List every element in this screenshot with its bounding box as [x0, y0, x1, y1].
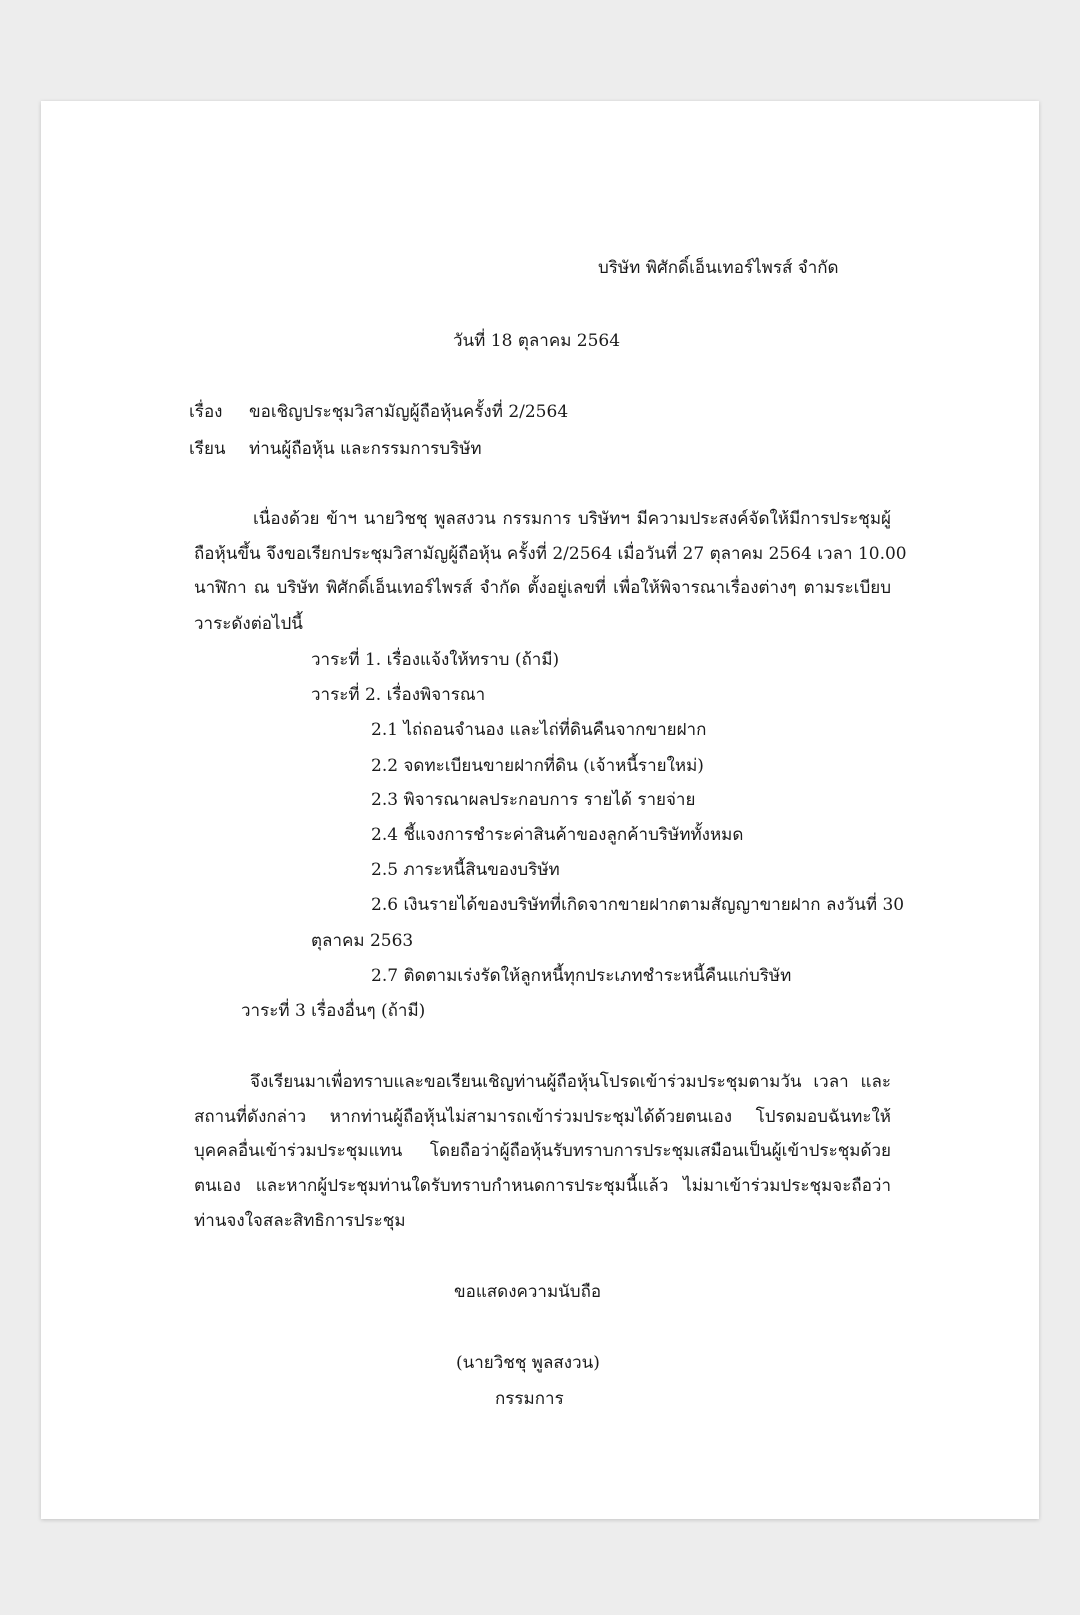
agenda-sub-2-3: 2.3 พิจารณาผลประกอบการ รายได้ รายจ่าย: [371, 790, 696, 810]
agenda-sub-2-5: 2.5 ภาระหนี้สินของบริษัท: [371, 860, 560, 880]
intro-line-4: วาระดังต่อไปนี้: [194, 614, 303, 634]
letter-date: วันที่ 18 ตุลาคม 2564: [453, 331, 621, 351]
intro-line-3: นาฬิกา ณ บริษัท พิศักดิ์เอ็นเทอร์ไพรส์ จำกัด ตั้งอยู่เลขที่ เพื่อให้พิจารณาเรื่องต่างๆ ตามระเบียบ: [194, 578, 891, 598]
letter-page: [41, 101, 1039, 1519]
closing-line-4: ตนเอง และหากผู้ประชุมท่านใดรับทราบกำหนดการประชุมนี้แล้ว ไม่มาเข้าร่วมประชุมจะถือว่า: [194, 1176, 891, 1196]
signer-title: กรรมการ: [495, 1389, 564, 1409]
subject-label: เรื่อง: [189, 402, 223, 422]
recipient-label: เรียน: [189, 439, 226, 459]
agenda-sub-2-7: 2.7 ติดตามเร่งรัดให้ลูกหนี้ทุกประเภทชำระหนี้คืนแก่บริษัท: [371, 966, 792, 986]
agenda-item-1: วาระที่ 1. เรื่องแจ้งให้ทราบ (ถ้ามี): [311, 650, 560, 670]
company-name: บริษัท พิศักดิ์เอ็นเทอร์ไพรส์ จำกัด: [598, 258, 839, 278]
agenda-item-2: วาระที่ 2. เรื่องพิจารณา: [311, 685, 486, 705]
closing-line-3: บุคคลอื่นเข้าร่วมประชุมแทน โดยถือว่าผู้ถือหุ้นรับทราบการประชุมเสมือนเป็นผู้เข้าประชุมด้วย: [194, 1141, 891, 1161]
recipient-line: [189, 441, 482, 458]
recipient-text: ท่านผู้ถือหุ้น และกรรมการบริษัท: [249, 439, 482, 459]
agenda-sub-2-6: 2.6 เงินรายได้ของบริษัทที่เกิดจากขายฝากตามสัญญาขายฝาก ลงวันที่ 30: [371, 895, 905, 915]
agenda-sub-2-4: 2.4 ชี้แจงการชำระค่าสินค้าของลูกค้าบริษัททั้งหมด: [371, 825, 744, 845]
subject-text: ขอเชิญประชุมวิสามัญผู้ถือหุ้นครั้งที่ 2/2564: [249, 402, 569, 422]
closing-line-2: สถานที่ดังกล่าว หากท่านผู้ถือหุ้นไม่สามารถเข้าร่วมประชุมได้ด้วยตนเอง โปรดมอบฉันทะให้: [194, 1107, 891, 1127]
agenda-item-3: วาระที่ 3 เรื่องอื่นๆ (ถ้ามี): [241, 1001, 426, 1021]
intro-line-1: เนื่องด้วย ข้าฯ นายวิชชุ พูลสงวน กรรมการ บริษัทฯ มีความประสงค์จัดให้มีการประชุมผู้: [253, 509, 891, 529]
signer-name: (นายวิชชุ พูลสงวน): [456, 1353, 600, 1373]
regards-text: ขอแสดงความนับถือ: [454, 1282, 602, 1302]
agenda-sub-2-1: 2.1 ไถ่ถอนจำนอง และไถ่ที่ดินคืนจากขายฝาก: [371, 720, 707, 740]
closing-line-1: จึงเรียนมาเพื่อทราบและขอเรียนเชิญท่านผู้ถือหุ้นโปรดเข้าร่วมประชุมตามวัน เวลา และ: [250, 1072, 891, 1092]
agenda-sub-2-6-continued: ตุลาคม 2563: [311, 931, 414, 951]
agenda-sub-2-2: 2.2 จดทะเบียนขายฝากที่ดิน (เจ้าหนี้รายใหม่): [371, 756, 704, 776]
closing-line-5: ท่านจงใจสละสิทธิการประชุม: [194, 1211, 406, 1231]
subject-line: [189, 404, 568, 421]
intro-line-2: ถือหุ้นขึ้น จึงขอเรียกประชุมวิสามัญผู้ถือหุ้น ครั้งที่ 2/2564 เมื่อวันที่ 27 ตุลาคม 2564 เวลา 10.00: [194, 544, 907, 564]
